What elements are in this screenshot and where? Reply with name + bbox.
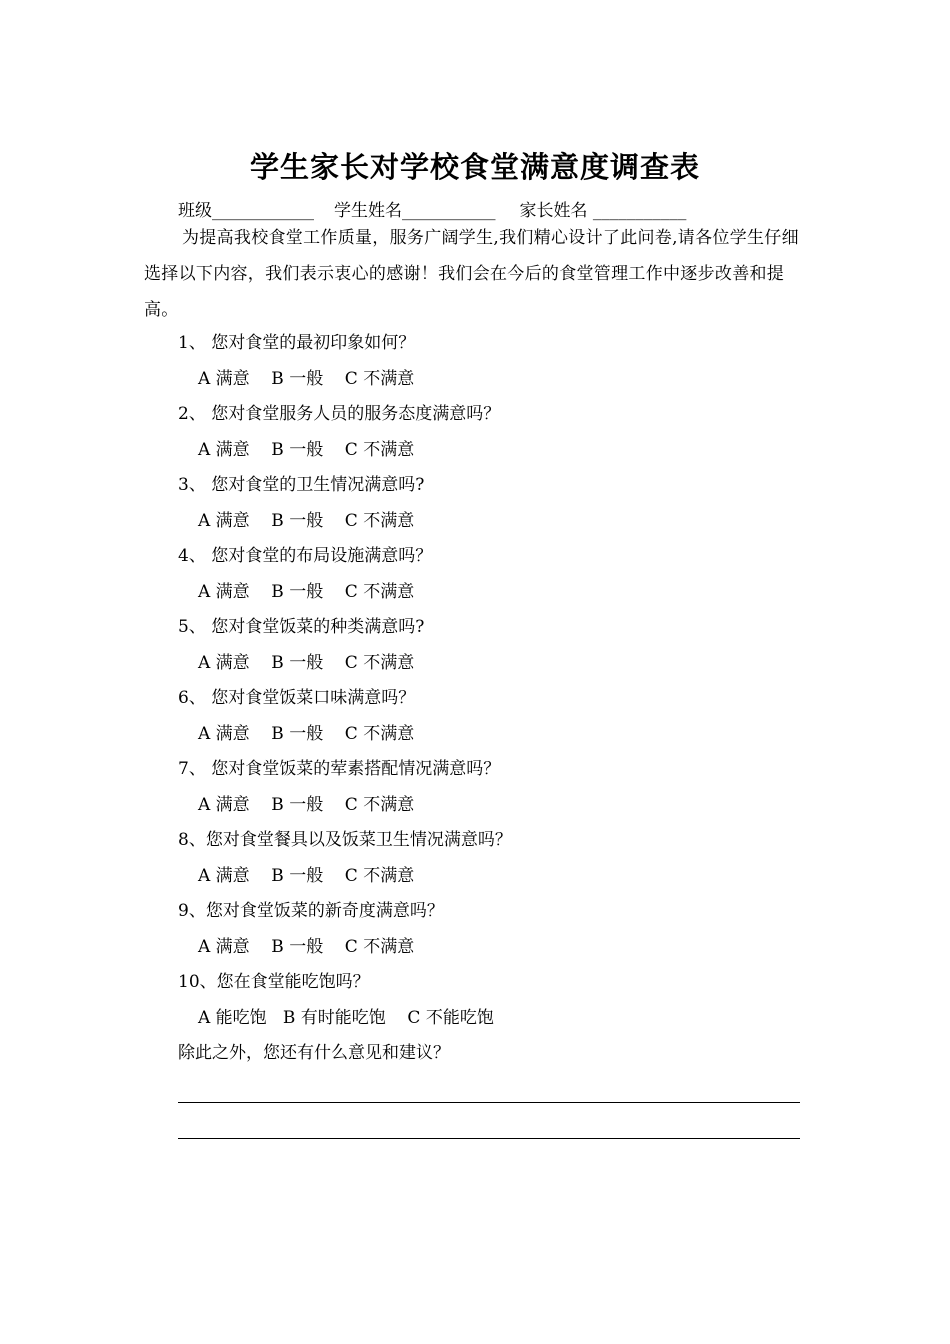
question-text: 3、 您对食堂的卫生情况满意吗? [178,475,425,495]
question-text: 7、 您对食堂饭菜的荤素搭配情况满意吗？ [178,759,501,779]
question-options: A 满意 B 一般 C 不满意 [198,865,415,886]
question-list [178,326,818,1144]
question-item [178,397,818,468]
question-item [178,681,818,752]
question-options: A 满意 B 一般 C 不满意 [198,936,415,957]
question-options: A 满意 B 一般 C 不满意 [198,581,415,602]
question-text: 9、您对食堂饭菜的新奇度满意吗？ [178,901,444,921]
question-options: A 满意 B 一般 C 不满意 [198,794,415,815]
answer-line [178,1108,818,1144]
question-item [178,610,818,681]
question-text: 10、您在食堂能吃饱吗？ [178,972,370,992]
question-item [178,468,818,539]
parent-name-field: 家长姓名 ___________ [519,201,687,221]
question-item [178,823,818,894]
question-item [178,965,818,1036]
question-item [178,326,818,397]
question-options: A 满意 B 一般 C 不满意 [198,368,415,389]
question-text: 2、 您对食堂服务人员的服务态度满意吗？ [178,404,501,424]
question-text: 5、 您对食堂饭菜的种类满意吗? [178,617,425,637]
page-title: 学生家长对学校食堂满意度调查表 [249,150,700,184]
question-item [178,539,818,610]
question-options: A 满意 B 一般 C 不满意 [198,510,415,531]
question-options: A 能吃饱 B 有时能吃饱 C 不能吃饱 [198,1007,494,1028]
question-text: 6、 您对食堂饭菜口味满意吗？ [178,688,416,708]
question-text: 4、 您对食堂的布局设施满意吗？ [178,546,433,566]
class-field: 班级____________ [178,201,314,221]
question-options: A 满意 B 一般 C 不满意 [198,723,415,744]
question-text: 8、您对食堂餐具以及饭菜卫生情况满意吗？ [178,830,512,850]
answer-line [178,1072,818,1108]
question-item [178,894,818,965]
question-options: A 满意 B 一般 C 不满意 [198,652,415,673]
question-options: A 满意 B 一般 C 不满意 [198,439,415,460]
closing-question: 除此之外，您还有什么意见和建议？ [178,1043,450,1063]
intro-paragraph: 为提高我校食堂工作质量，服务广阔学生,我们精心设计了此问卷,请各位学生仔细选择以下内容，我们表示衷心的感谢！我们会在今后的食堂管理工作中逐步改善和提高。 [144,228,799,320]
student-name-field: 学生姓名___________ [334,201,496,221]
question-item [178,752,818,823]
question-text: 1、 您对食堂的最初印象如何？ [178,333,416,353]
